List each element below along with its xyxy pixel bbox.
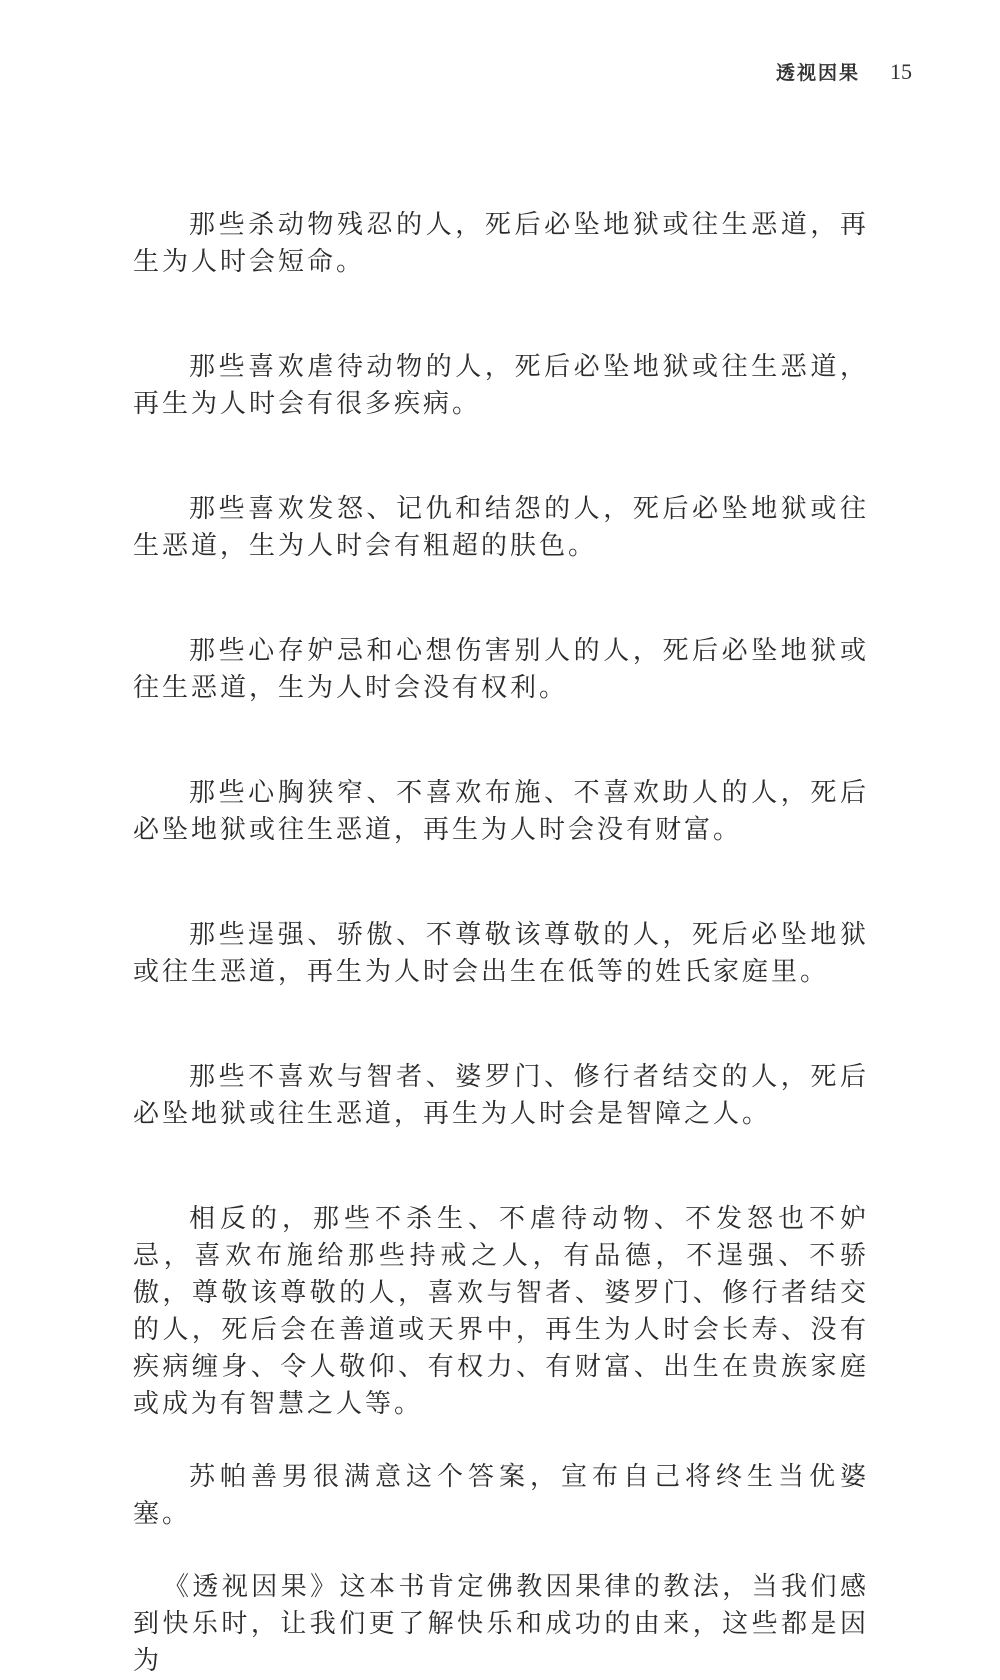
paragraph-5: 那些心胸狭窄、不喜欢布施、不喜欢助人的人，死后必坠地狱或往生恶道，再生为人时会没有财富。 [133,778,869,845]
paragraph-6: 那些逞强、骄傲、不尊敬该尊敬的人，死后必坠地狱或往生恶道，再生为人时会出生在低等的姓氏家庭里。 [133,920,869,987]
paragraph-2: 那些喜欢虐待动物的人，死后必坠地狱或往生恶道，再生为人时会有很多疾病。 [133,352,869,419]
paragraph-8: 相反的，那些不杀生、不虐待动物、不发怒也不妒忌，喜欢布施给那些持戒之人，有品德，不逞强、不骄傲，尊敬该尊敬的人，喜欢与智者、婆罗门、修行者结交的人，死后会在善道或天界中，再生为人时会长寿、没有疾病缠身、令人敬仰、有权力、有财富、出生在贵族家庭或成为有智慧之人等。 [133,1204,869,1419]
paragraph-3: 那些喜欢发怒、记仇和结怨的人，死后必坠地狱或往生恶道，生为人时会有粗超的肤色。 [133,494,869,561]
paragraph-10: 《透视因果》这本书肯定佛教因果律的教法，当我们感到快乐时，让我们更了解快乐和成功的由来，这些都是因为 [133,1572,869,1676]
paragraph-4: 那些心存妒忌和心想伤害别人的人，死后必坠地狱或往生恶道，生为人时会没有权利。 [133,636,869,703]
page-number: 15 [890,59,912,84]
running-header [776,58,912,85]
paragraph-1: 那些杀动物残忍的人，死后必坠地狱或往生恶道，再生为人时会短命。 [133,210,869,277]
header-book-title: 透视因果 [775,62,860,84]
body-text [133,207,869,1680]
paragraph-9: 苏帕善男很满意这个答案，宣布自己将终生当优婆塞。 [133,1462,869,1529]
paragraph-7: 那些不喜欢与智者、婆罗门、修行者结交的人，死后必坠地狱或往生恶道，再生为人时会是智障之人。 [133,1062,869,1129]
